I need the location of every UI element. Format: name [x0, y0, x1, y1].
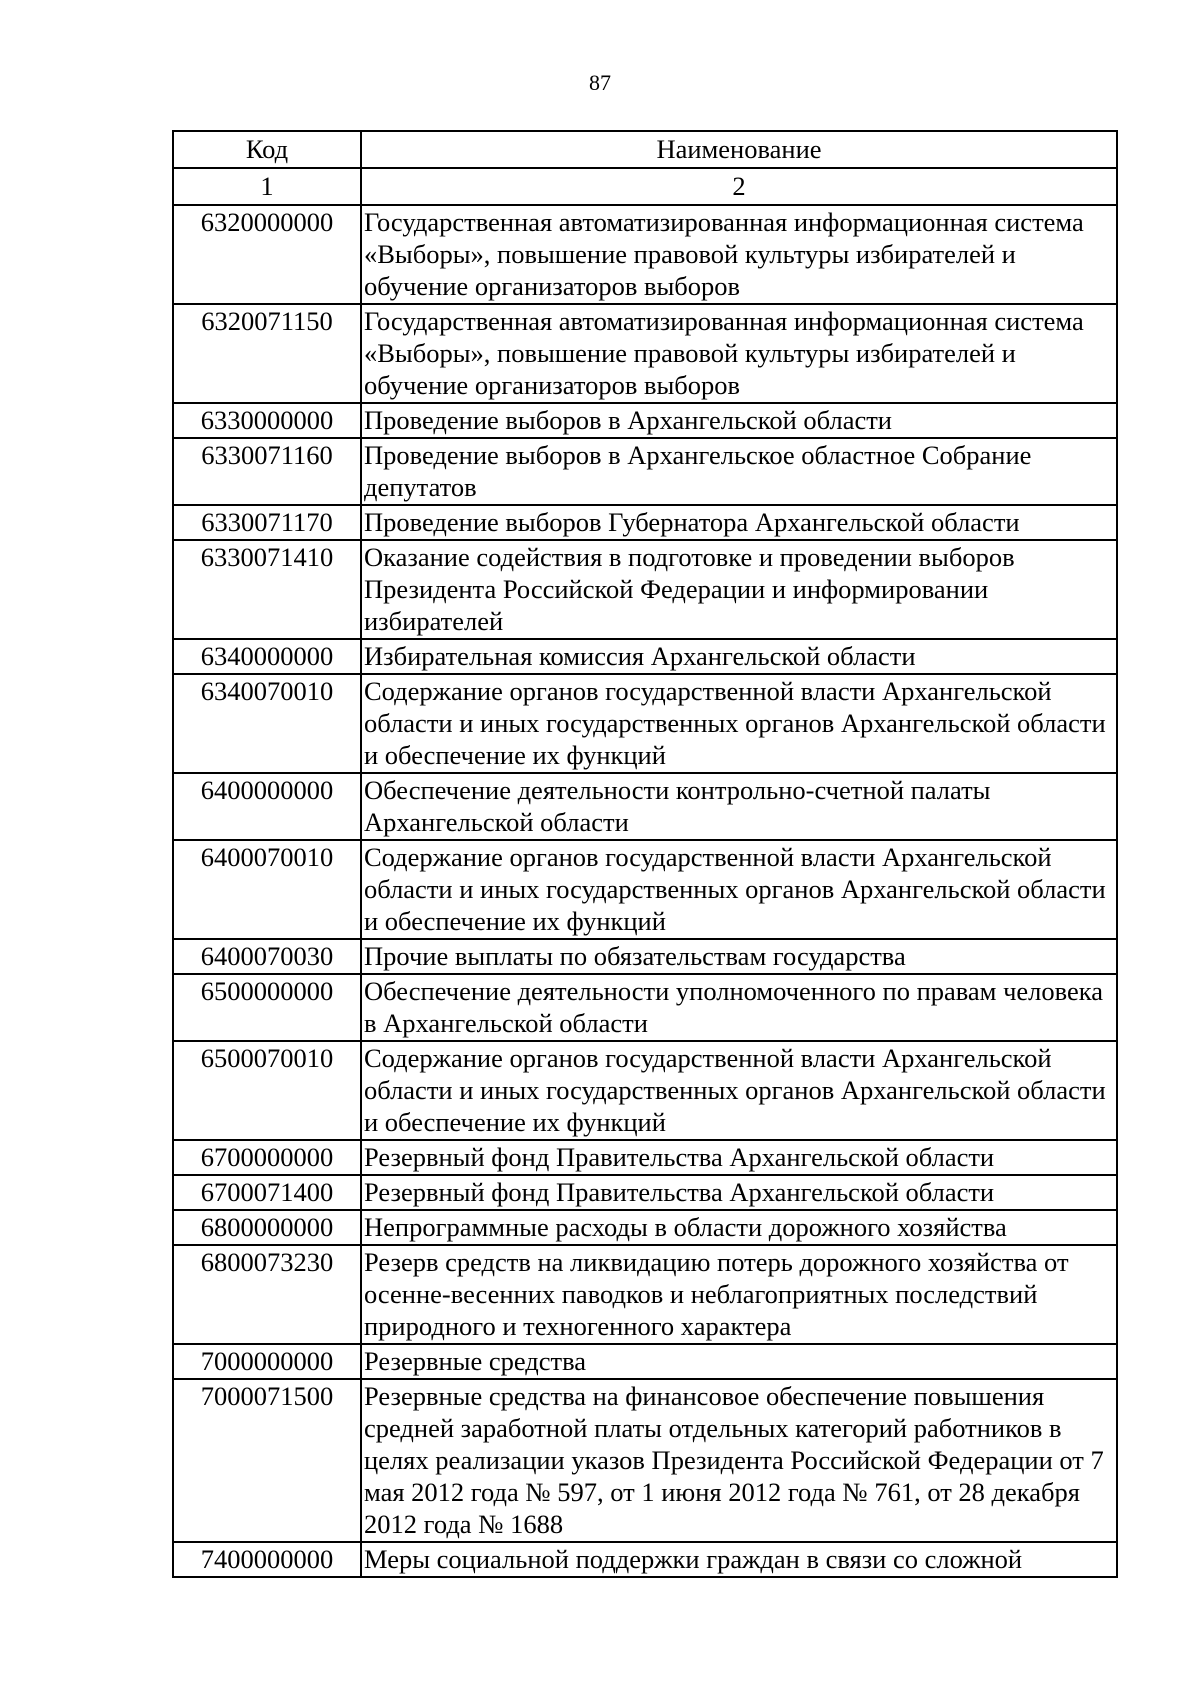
row-name: Резервные средства на финансовое обеспечение повышения средней заработной платы отдельных категорий работников в целях реализации указов Президента Российской Федерации от 7 мая 2012 года № 597, от 1 июня 2012 года № 761, от 28 декабря 2012 года № 1688 [361, 1379, 1117, 1542]
table-row [173, 1245, 1117, 1344]
header-code: Код [173, 131, 361, 168]
table-row [173, 505, 1117, 540]
table-row [173, 205, 1117, 304]
table-row [173, 1379, 1117, 1542]
page-number: 87 [589, 70, 611, 95]
row-code: 6340070010 [173, 674, 361, 773]
table-body [173, 205, 1117, 1577]
row-name: Прочие выплаты по обязательствам государства [361, 939, 1117, 974]
row-code: 6330071160 [173, 438, 361, 505]
row-code: 6800073230 [173, 1245, 361, 1344]
row-code: 6320071150 [173, 304, 361, 403]
row-name: Резервный фонд Правительства Архангельской области [361, 1140, 1117, 1175]
header-row [173, 131, 1117, 168]
row-name: Резерв средств на ликвидацию потерь дорожного хозяйства от осенне-весенних паводков и неблагоприятных последствий природного и техногенного характера [361, 1245, 1117, 1344]
table-row [173, 540, 1117, 639]
row-code: 6330071170 [173, 505, 361, 540]
row-code: 6320000000 [173, 205, 361, 304]
row-name: Проведение выборов в Архангельское областное Собрание депутатов [361, 438, 1117, 505]
table-row [173, 1344, 1117, 1379]
row-name: Избирательная комиссия Архангельской области [361, 639, 1117, 674]
table-row [173, 1210, 1117, 1245]
row-name: Проведение выборов в Архангельской области [361, 403, 1117, 438]
numbering-row [173, 168, 1117, 205]
row-name: Обеспечение деятельности контрольно-счетной палаты Архангельской области [361, 773, 1117, 840]
table-row [173, 939, 1117, 974]
row-name: Резервные средства [361, 1344, 1117, 1379]
row-code: 6400070030 [173, 939, 361, 974]
row-name: Проведение выборов Губернатора Архангельской области [361, 505, 1117, 540]
numbering-name: 2 [361, 168, 1117, 205]
row-code: 6800000000 [173, 1210, 361, 1245]
row-code: 6700071400 [173, 1175, 361, 1210]
row-code: 6400070010 [173, 840, 361, 939]
row-code: 6340000000 [173, 639, 361, 674]
budget-codes-table [172, 130, 1118, 1578]
table-row [173, 773, 1117, 840]
table-row [173, 1140, 1117, 1175]
row-code: 6330071410 [173, 540, 361, 639]
row-code: 7000071500 [173, 1379, 361, 1542]
table-row [173, 1041, 1117, 1140]
row-code: 7400000000 [173, 1542, 361, 1577]
table-row [173, 1542, 1117, 1577]
row-code: 7000000000 [173, 1344, 361, 1379]
table-row [173, 438, 1117, 505]
table-row [173, 674, 1117, 773]
row-name: Содержание органов государственной власти Архангельской области и иных государственных органов Архангельской области и обеспечение их функций [361, 674, 1117, 773]
row-name: Меры социальной поддержки граждан в связи со сложной [361, 1542, 1117, 1577]
row-name: Обеспечение деятельности уполномоченного по правам человека в Архангельской области [361, 974, 1117, 1041]
row-name: Содержание органов государственной власти Архангельской области и иных государственных органов Архангельской области и обеспечение их функций [361, 1041, 1117, 1140]
row-code: 6500070010 [173, 1041, 361, 1140]
table-row [173, 840, 1117, 939]
table-row [173, 403, 1117, 438]
row-name: Оказание содействия в подготовке и проведении выборов Президента Российской Федерации и информировании избирателей [361, 540, 1117, 639]
table-row [173, 1175, 1117, 1210]
row-name: Резервный фонд Правительства Архангельской области [361, 1175, 1117, 1210]
table-row [173, 639, 1117, 674]
row-code: 6330000000 [173, 403, 361, 438]
row-code: 6700000000 [173, 1140, 361, 1175]
row-code: 6400000000 [173, 773, 361, 840]
row-name: Государственная автоматизированная информационная система «Выборы», повышение правовой культуры избирателей и обучение организаторов выборов [361, 304, 1117, 403]
row-name: Содержание органов государственной власти Архангельской области и иных государственных органов Архангельской области и обеспечение их функций [361, 840, 1117, 939]
row-name: Непрограммные расходы в области дорожного хозяйства [361, 1210, 1117, 1245]
row-name: Государственная автоматизированная информационная система «Выборы», повышение правовой культуры избирателей и обучение организаторов выборов [361, 205, 1117, 304]
numbering-code: 1 [173, 168, 361, 205]
header-name: Наименование [361, 131, 1117, 168]
row-code: 6500000000 [173, 974, 361, 1041]
table-row [173, 304, 1117, 403]
table-row [173, 974, 1117, 1041]
